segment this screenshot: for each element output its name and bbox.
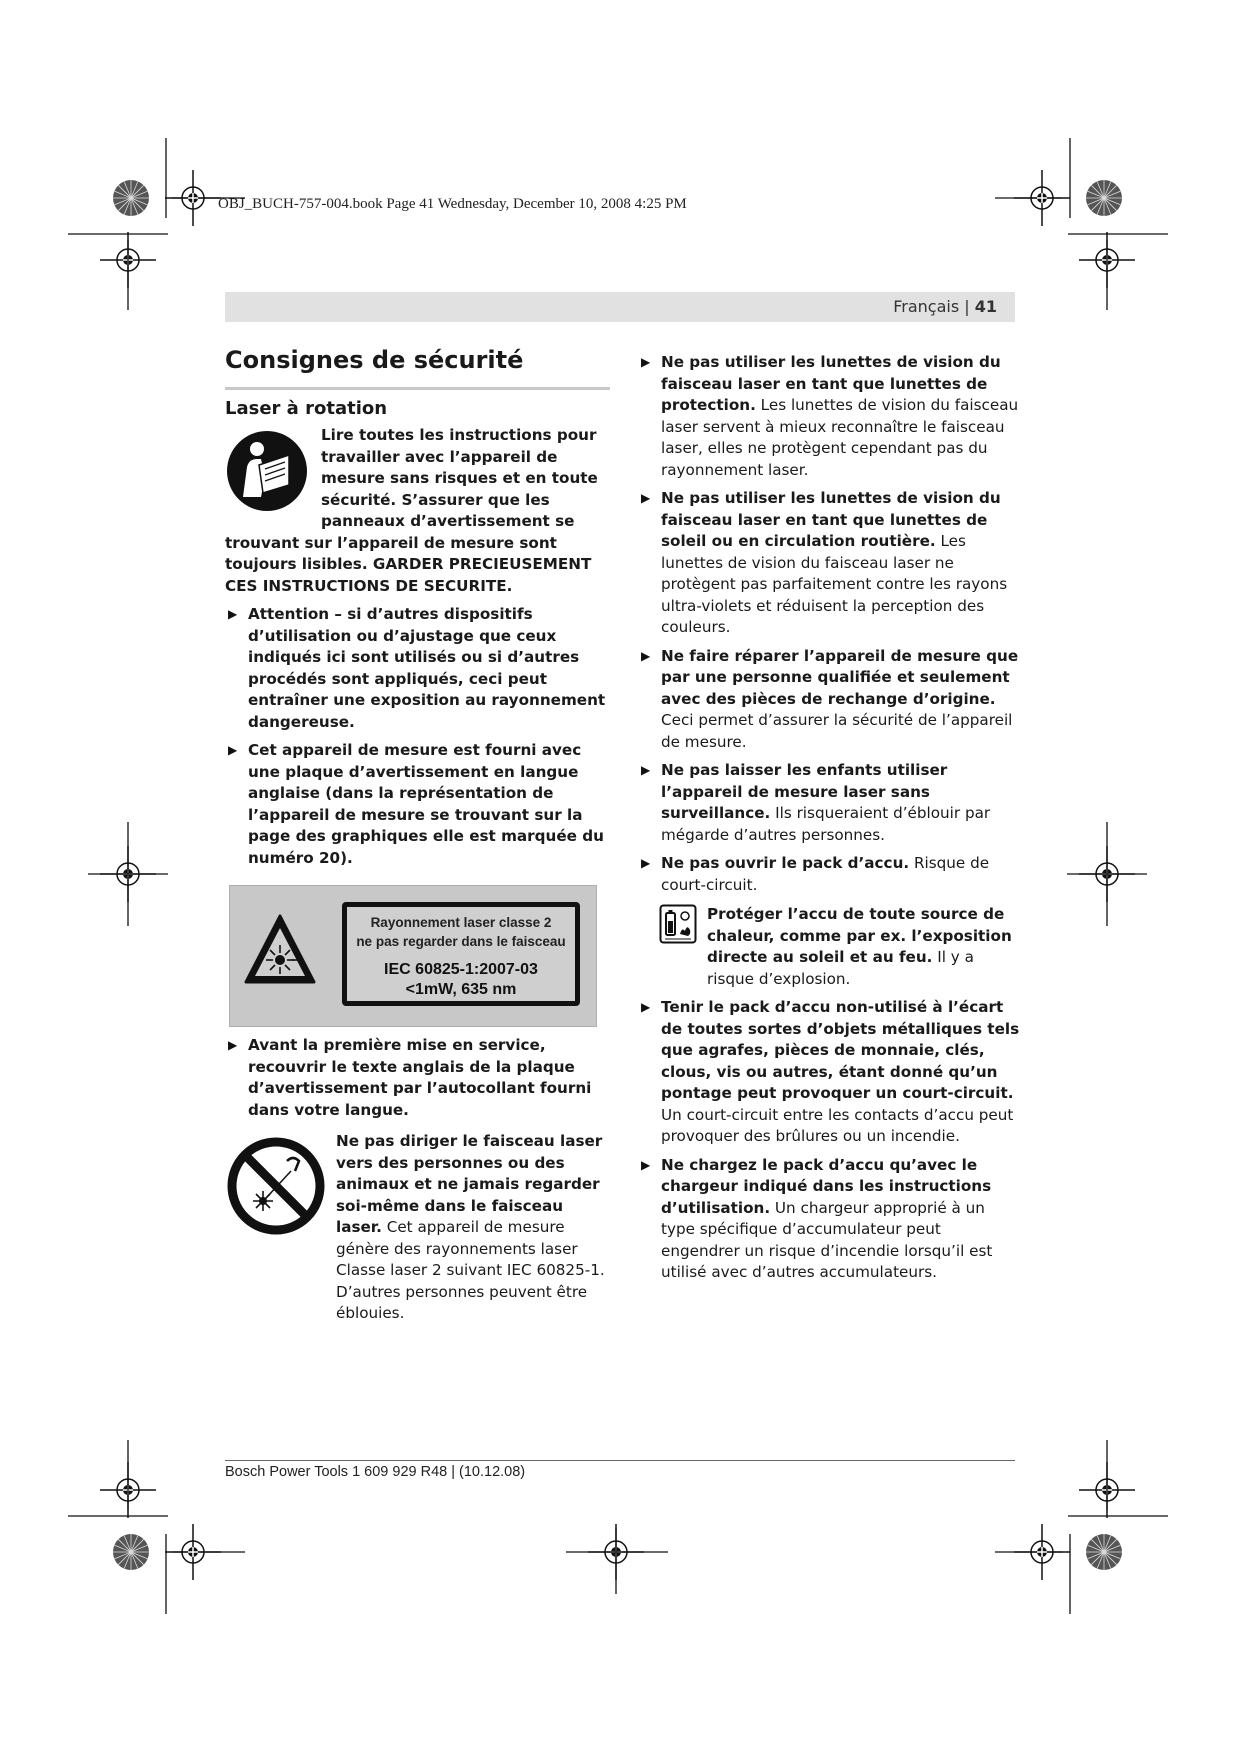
heat-warning-text bbox=[707, 904, 1020, 990]
heat-normal: Il y a risque d’explosion. bbox=[707, 948, 974, 988]
bullet-arrow-icon: ▶ bbox=[641, 1157, 651, 1172]
warning-label-line4: <1mW, 635 nm bbox=[405, 981, 517, 998]
intro-paragraph bbox=[225, 425, 610, 597]
page-header-text bbox=[893, 297, 997, 316]
list-item bbox=[225, 740, 610, 869]
bullet-text: Un chargeur approprié à un type spécifique d’accumulateur peut engendrer un risque d’incendie lorsqu’il est utilisé avec d’autres accumulateurs. bbox=[661, 1198, 993, 1281]
print-header: OBJ_BUCH-757-004.book Page 41 Wednesday, December 10, 2008 4:25 PM bbox=[218, 196, 687, 212]
no-laser-bold: Ne pas diriger le faisceau laser vers des personnes ou des animaux et ne jamais regarder soi-même dans le faisceau laser. bbox=[336, 1132, 603, 1236]
page-footer: Bosch Power Tools 1 609 929 R48 | (10.12.08) bbox=[225, 1464, 526, 1480]
list-item bbox=[638, 646, 1020, 754]
laser-warning-label bbox=[229, 885, 597, 1027]
bullet-bold: Cet appareil de mesure est fourni avec une plaque d’avertissement en langue anglaise (dans la représentation de l’appareil de mesure se trouvant sur la page des graphiques elle est marquée du numéro 20). bbox=[248, 741, 604, 867]
bullet-bold: Ne pas utiliser les lunettes de vision du faisceau laser en tant que lunettes de protection. bbox=[661, 353, 1001, 414]
heat-warning-paragraph bbox=[659, 904, 1020, 990]
no-laser-beam-icon bbox=[225, 1135, 327, 1237]
warning-label-line3: IEC 60825-1:2007-03 bbox=[384, 961, 538, 978]
bullet-text: Les lunettes de vision du faisceau laser ne protègent pas parfaitement contre les rayons ultra-violets et réduisent la perception des couleurs. bbox=[661, 532, 1008, 636]
bullet-arrow-icon: ▶ bbox=[641, 1000, 651, 1014]
laser-warning-textbox bbox=[342, 902, 580, 1006]
bullet-arrow-icon: ▶ bbox=[228, 1038, 238, 1052]
warning-label-line1: Rayonnement laser classe 2 bbox=[370, 915, 552, 930]
right-column bbox=[638, 352, 1020, 1284]
header-language: Français bbox=[893, 297, 960, 316]
subsection-title: Laser à rotation bbox=[225, 398, 388, 419]
bullet-arrow-icon: ▶ bbox=[228, 743, 238, 757]
no-laser-paragraph bbox=[225, 1131, 610, 1325]
list-item bbox=[638, 352, 1020, 481]
bullet-text: Risque de court-circuit. bbox=[661, 854, 990, 894]
bullet-arrow-icon: ▶ bbox=[641, 856, 651, 870]
bullet-arrow-icon: ▶ bbox=[641, 648, 651, 663]
bullet-bold: Ne pas utiliser les lunettes de vision du faisceau laser en tant que lunettes de soleil ou en circulation routière. bbox=[661, 489, 1001, 550]
page-header-bar bbox=[225, 292, 1015, 322]
bullet-text: Un court-circuit entre les contacts d’accu peut provoquer des brûlures ou un incendie. bbox=[661, 1105, 1014, 1145]
section-title: Consignes de sécurité bbox=[225, 346, 524, 374]
bullet-text: Ils risqueraient d’éblouir par mégarde d’autres personnes. bbox=[661, 804, 991, 844]
bullet-bold: Ne faire réparer l’appareil de mesure que par une personne qualifiée et seulement avec des pièces de rechange d’origine. bbox=[661, 646, 1019, 708]
bullet-bold: Tenir le pack d’accu non-utilisé à l’écart de toutes sortes d’objets métalliques tels que agrafes, pièces de monnaie, clés, clous, vis ou autres, étant donné qu’un pontage peut provoquer un court-circuit. bbox=[661, 998, 1020, 1102]
no-laser-normal: Cet appareil de mesure génère des rayonnements laser Classe laser 2 suivant IEC 60825-1. D’autres personnes peuvent être éblouies. bbox=[336, 1218, 605, 1322]
right-bullet-list-2 bbox=[638, 997, 1020, 1284]
warning-label-line2: ne pas regarder dans le faisceau bbox=[356, 934, 566, 949]
list-item bbox=[638, 760, 1020, 846]
header-separator: | bbox=[959, 297, 975, 316]
list-item bbox=[225, 604, 610, 733]
right-bullet-list bbox=[638, 352, 1020, 896]
read-manual-icon bbox=[225, 425, 309, 515]
battery-heat-warning-icon bbox=[659, 904, 697, 944]
bullet-bold: Attention – si d’autres dispositifs d’utilisation ou d’ajustage que ceux indiqués ici sont utilisés ou si d’autres procédés sont appliqués, ceci peut entraîner une exposition au rayonnement dangereuse. bbox=[248, 605, 606, 731]
title-divider bbox=[225, 387, 610, 390]
list-item bbox=[225, 1035, 610, 1121]
bullet-arrow-icon: ▶ bbox=[228, 607, 238, 621]
intro-text: Lire toutes les instructions pour travailler avec l’appareil de mesure sans risques et en toute sécurité. S’assurer que les panneaux d’avertissement se trouvant sur l’appareil de mesure sont toujours lisibles. GARDER PRECIEUSEMENT CES INSTRUCTIONS DE SECURITE. bbox=[225, 426, 598, 595]
bullet-bold: Avant la première mise en service, recouvrir le texte anglais de la plaque d’avertissement par l’autocollant fourni dans votre langue. bbox=[248, 1036, 592, 1119]
bullet-arrow-icon: ▶ bbox=[641, 355, 651, 369]
heat-bold: Protéger l’accu de toute source de chaleur, comme par ex. l’exposition directe au soleil et au feu. bbox=[707, 905, 1012, 966]
page-number: 41 bbox=[974, 297, 997, 316]
bullet-arrow-icon: ▶ bbox=[641, 763, 651, 777]
footer-divider bbox=[225, 1460, 1015, 1461]
bullet-bold: Ne chargez le pack d’accu qu’avec le chargeur indiqué dans les instructions d’utilisation. bbox=[661, 1155, 992, 1217]
left-bullet-list bbox=[225, 604, 610, 869]
list-item bbox=[638, 853, 1020, 896]
bullet-bold: Ne pas ouvrir le pack d’accu. bbox=[661, 854, 910, 872]
list-item bbox=[638, 997, 1020, 1148]
left-bullet-list-2 bbox=[225, 1035, 610, 1121]
left-column bbox=[225, 346, 610, 1325]
no-laser-text bbox=[336, 1131, 610, 1325]
list-item bbox=[638, 1155, 1020, 1284]
bullet-arrow-icon: ▶ bbox=[641, 491, 651, 505]
bullet-text: Les lunettes de vision du faisceau laser servent à mieux reconnaître le faisceau laser, elles ne protègent cependant pas du rayonnement laser. bbox=[661, 396, 1019, 479]
bullet-bold: Ne pas laisser les enfants utiliser l’appareil de mesure laser sans surveillance. bbox=[661, 761, 948, 822]
bullet-text: Ceci permet d’assurer la sécurité de l’appareil de mesure. bbox=[661, 711, 1013, 751]
list-item bbox=[638, 488, 1020, 639]
laser-warning-triangle-icon bbox=[244, 912, 316, 990]
